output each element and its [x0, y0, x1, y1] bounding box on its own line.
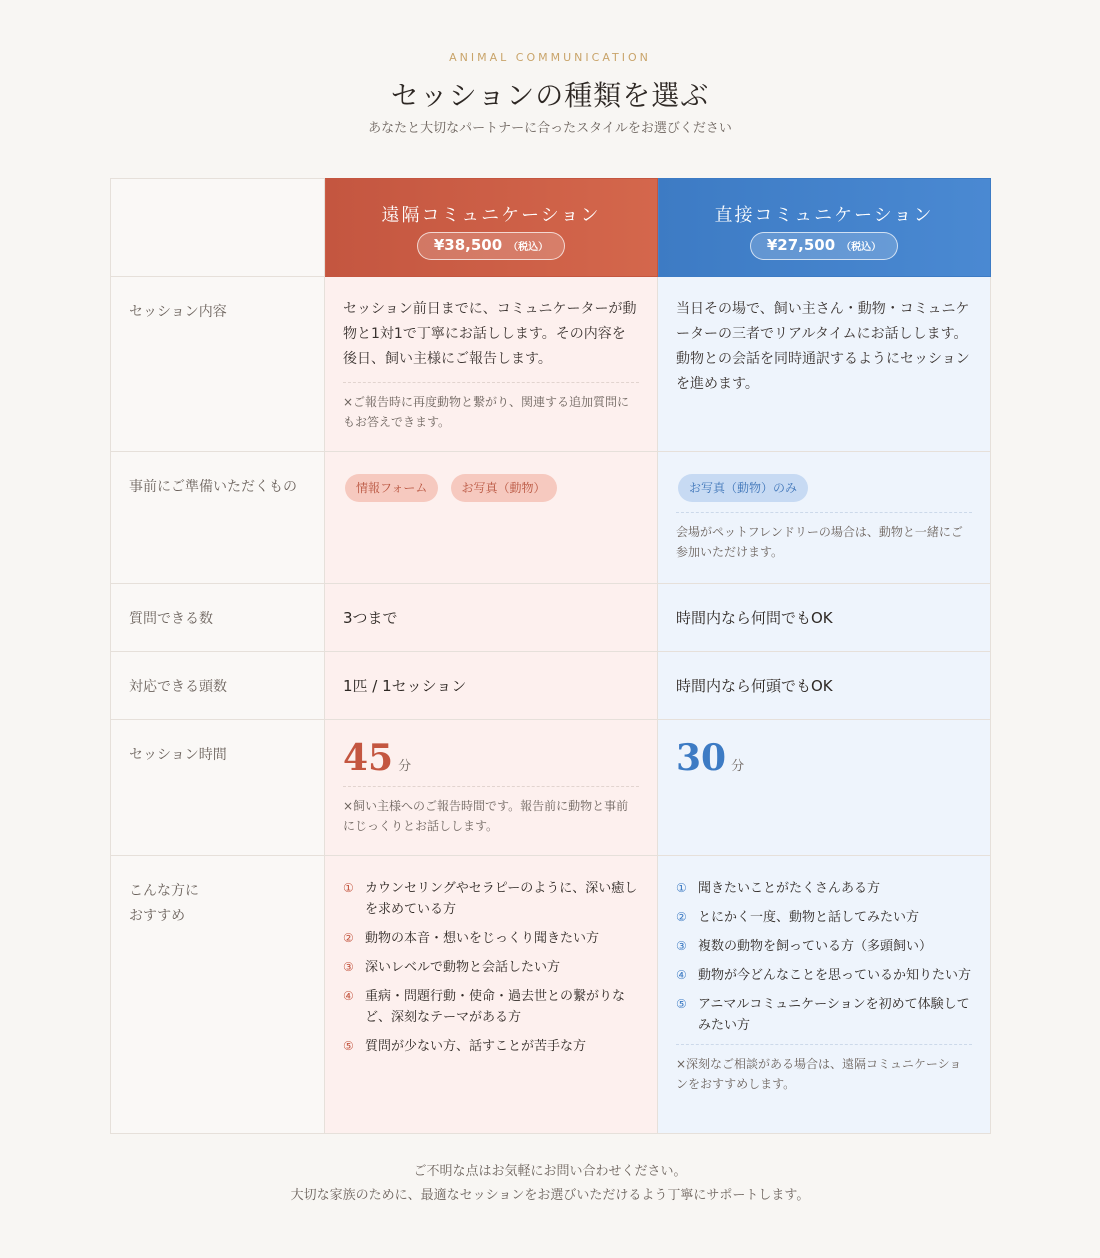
row-label-recommend [111, 856, 325, 1134]
footer [0, 1160, 1100, 1208]
list-text: 深いレベルで動物と会話したい方 [365, 960, 561, 975]
recommend-label-line1: こんな方に [129, 883, 199, 899]
list-text: 重病・問題行動・使命・過去世との繋がりなど、深刻なテーマがある方 [365, 989, 626, 1025]
list-item [676, 936, 972, 957]
list-text: アニマルコミュニケーションを初めて体験してみたい方 [698, 997, 970, 1033]
questions-value-direct: 時間内なら何問でもOK [676, 609, 833, 627]
header-row [111, 179, 991, 277]
cell-questions-direct [658, 584, 991, 652]
row-questions [111, 584, 991, 652]
content-note-remote: ×ご報告時に再度動物と繋がり、関連する追加質問にもお答えできます。 [343, 382, 639, 432]
animals-value-remote: 1匹 / 1セッション [343, 677, 467, 695]
tax-label-direct: （税込） [841, 242, 882, 253]
price-badge-direct [750, 232, 898, 260]
list-number: ④ [676, 968, 687, 982]
price-badge-remote [417, 232, 565, 260]
page-subtitle: あなたと大切なパートナーに合ったスタイルをお選びください [368, 121, 732, 136]
cell-content-remote [325, 277, 658, 452]
list-number: ② [676, 910, 687, 924]
list-text: 動物の本音・想いをじっくり聞きたい方 [365, 931, 600, 946]
animals-value-direct: 時間内なら何頭でもOK [676, 677, 833, 695]
price-remote: ¥38,500 [433, 236, 503, 254]
plan-header-remote[interactable] [325, 179, 658, 277]
list-text: 動物が今どんなことを思っているか知りたい方 [698, 968, 972, 983]
tag-list-direct [676, 472, 972, 502]
row-label-questions: 質問できる数 [111, 584, 325, 652]
recommend-note-direct: ×深刻なご相談がある場合は、遠隔コミュニケーションをおすすめします。 [676, 1044, 972, 1094]
row-recommend [111, 856, 991, 1134]
tag-photo-only: お写真（動物）のみ [678, 474, 808, 502]
recommend-list-direct [676, 878, 972, 1036]
content-text-direct: 当日その場で、飼い主さん・動物・コミュニケーターの三者でリアルタイムにお話しします。動物との会話を同時通訳するようにセッションを進めます。 [676, 301, 970, 392]
recommend-label-line2: おすすめ [129, 908, 186, 924]
list-item [676, 907, 972, 928]
list-item [676, 994, 972, 1036]
eyebrow-label: ANIMAL COMMUNICATION [449, 51, 651, 64]
list-number: ② [343, 931, 354, 945]
duration-unit-direct: 分 [731, 759, 745, 774]
cell-questions-remote [325, 584, 658, 652]
row-duration [111, 720, 991, 856]
recommend-list-remote [343, 878, 639, 1057]
content-text-remote: セッション前日までに、コミュニケーターが動物と1対1で丁寧にお話しします。その内容を後日、飼い主様にご報告します。 [343, 301, 637, 367]
footer-line2: 大切な家族のために、最適なセッションをお選びいただけるよう丁寧にサポートします。 [290, 1188, 810, 1203]
list-text: とにかく一度、動物と話してみたい方 [698, 910, 920, 925]
row-label-duration: セッション時間 [111, 720, 325, 856]
row-animals [111, 652, 991, 720]
list-number: ③ [676, 939, 687, 953]
prepare-note-direct: 会場がペットフレンドリーの場合は、動物と一緒にご参加いただけます。 [676, 512, 972, 562]
list-item [676, 965, 972, 986]
cell-recommend-remote [325, 856, 658, 1134]
list-text: 聞きたいことがたくさんある方 [698, 881, 881, 896]
questions-value-remote: 3つまで [343, 609, 398, 627]
list-item [343, 986, 639, 1028]
cell-animals-direct [658, 652, 991, 720]
price-direct: ¥27,500 [766, 236, 836, 254]
list-item [343, 928, 639, 949]
list-item [343, 1036, 639, 1057]
duration-remote [343, 737, 639, 779]
tag-info-form: 情報フォーム [345, 474, 438, 502]
row-label-animals: 対応できる頭数 [111, 652, 325, 720]
cell-prepare-direct [658, 452, 991, 584]
plan-name-remote: 遠隔コミュニケーション [381, 205, 601, 226]
duration-direct [676, 737, 972, 779]
duration-number-remote: 45 [343, 737, 394, 779]
list-item [343, 878, 639, 920]
tag-list-remote [343, 472, 639, 502]
cell-prepare-remote [325, 452, 658, 584]
list-number: ⑤ [676, 997, 687, 1011]
list-number: ① [676, 881, 687, 895]
plan-header-direct[interactable] [658, 179, 991, 277]
plan-name-direct: 直接コミュニケーション [714, 205, 934, 226]
list-item [676, 878, 972, 899]
cell-duration-remote [325, 720, 658, 856]
list-number: ④ [343, 989, 354, 1003]
row-prepare [111, 452, 991, 584]
row-label-content: セッション内容 [111, 277, 325, 452]
list-number: ⑤ [343, 1039, 354, 1053]
comparison-table [110, 178, 991, 1134]
header-empty-cell [111, 179, 325, 277]
cell-animals-remote [325, 652, 658, 720]
list-text: 質問が少ない方、話すことが苦手な方 [365, 1039, 587, 1054]
duration-unit-remote: 分 [398, 759, 412, 774]
page-title: セッションの種類を選ぶ [390, 79, 710, 112]
footer-line1: ご不明な点はお気軽にお問い合わせください。 [413, 1164, 687, 1179]
duration-note-remote: ×飼い主様へのご報告時間です。報告前に動物と事前にじっくりとお話しします。 [343, 786, 639, 836]
cell-recommend-direct [658, 856, 991, 1134]
list-number: ① [343, 881, 354, 895]
row-label-prepare: 事前にご準備いただくもの [111, 452, 325, 584]
tax-label-remote: （税込） [508, 242, 549, 253]
row-content [111, 277, 991, 452]
list-text: 複数の動物を飼っている方（多頭飼い） [698, 939, 933, 954]
cell-content-direct [658, 277, 991, 452]
list-item [343, 957, 639, 978]
duration-number-direct: 30 [676, 737, 727, 779]
cell-duration-direct [658, 720, 991, 856]
tag-photo: お写真（動物） [451, 474, 557, 502]
list-text: カウンセリングやセラピーのように、深い癒しを求めている方 [365, 881, 638, 917]
list-number: ③ [343, 960, 354, 974]
